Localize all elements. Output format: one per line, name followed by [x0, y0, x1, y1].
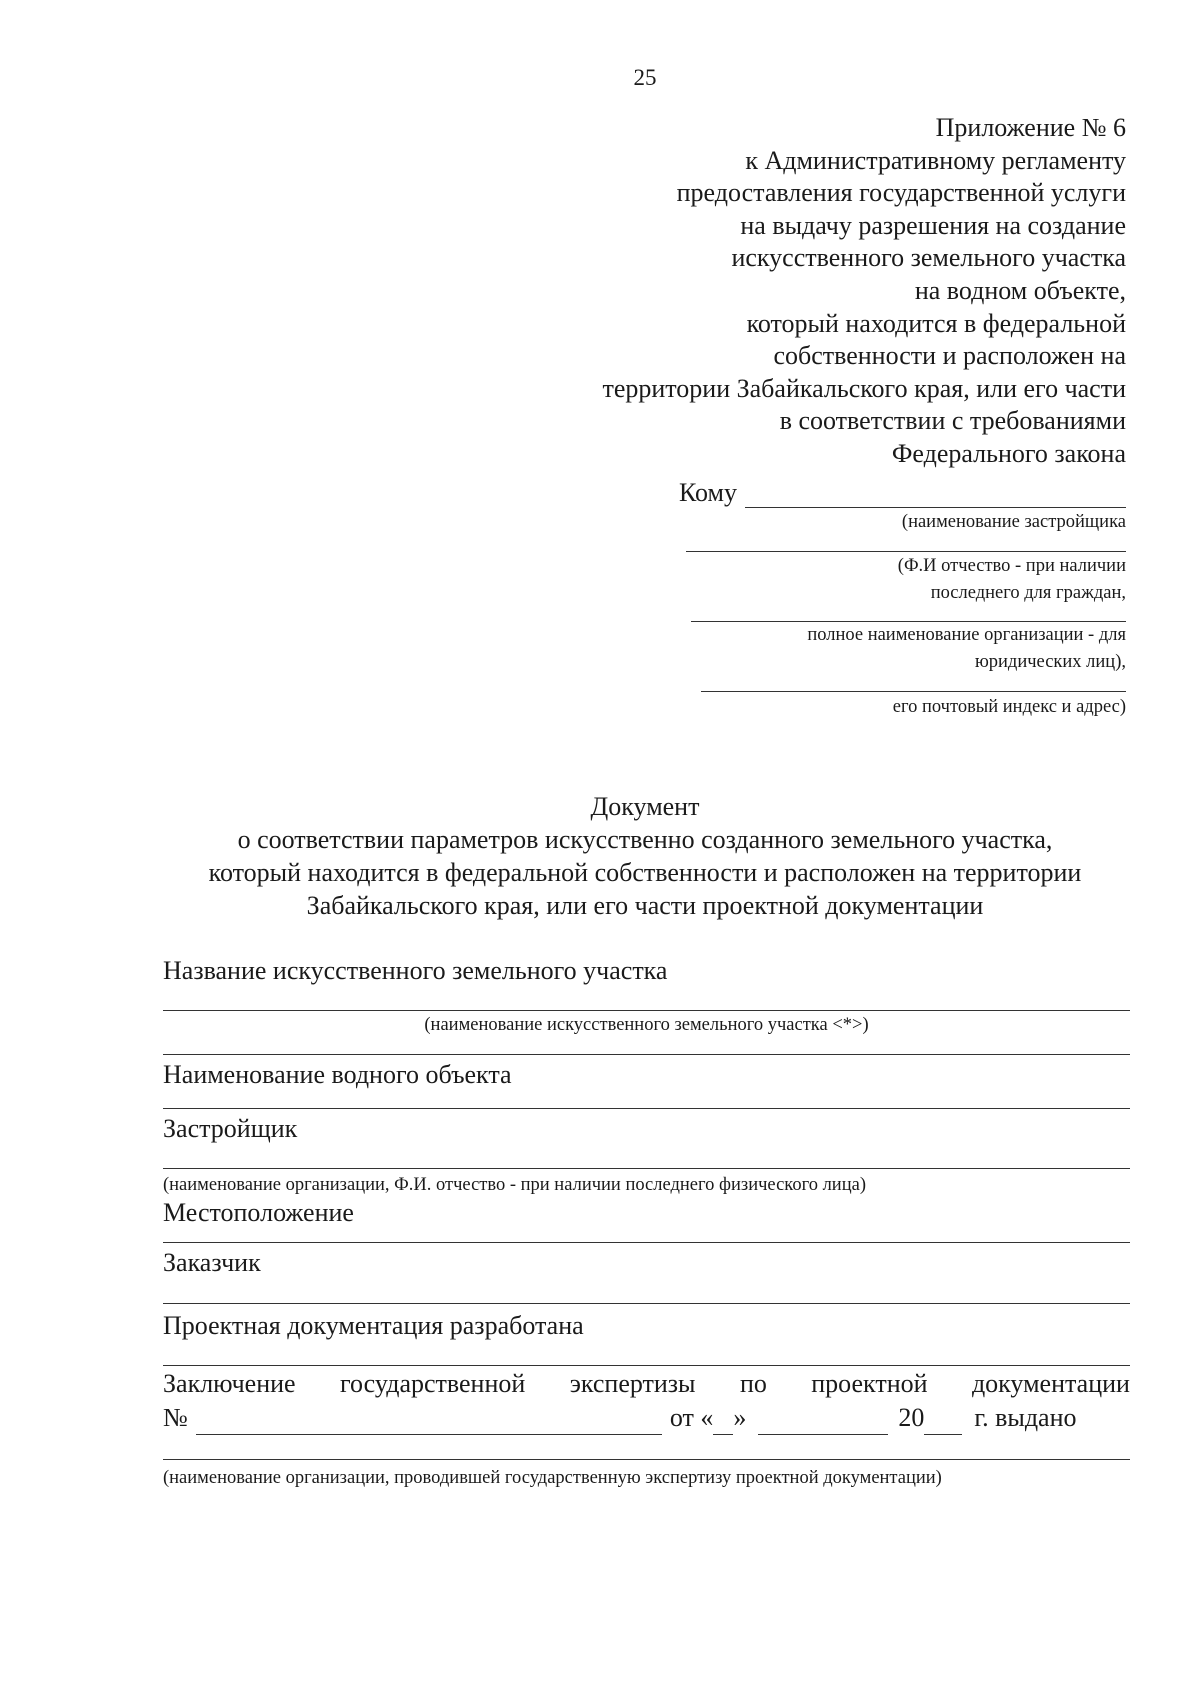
page-number: 25 [633, 65, 657, 90]
expertise-word: государственной [340, 1369, 526, 1398]
year-prefix: 20 [898, 1403, 925, 1432]
document-title-line: Документ [590, 792, 700, 821]
expertise-word: по [739, 1369, 767, 1398]
expertise-row [163, 1367, 1130, 1401]
appendix-line: в соответствии с требованиями [779, 406, 1126, 436]
addressee-caption: (Ф.И отчество - при наличии [897, 556, 1126, 576]
appendix-line: на выдачу разрешения на создание [740, 210, 1126, 240]
to-row [526, 478, 1126, 508]
year-field[interactable] [924, 1408, 962, 1435]
customer-field[interactable] [163, 1303, 1130, 1304]
plot-name-field[interactable] [163, 1010, 1130, 1011]
developer-field[interactable] [163, 1168, 1130, 1169]
addressee-caption: его почтовый индекс и адрес) [892, 697, 1126, 717]
expertise-caption: (наименование организации, проводившей государственную экспертизу проектной документации) [163, 1468, 942, 1488]
addressee-caption: последнего для граждан, [930, 583, 1126, 603]
addressee-caption: (наименование застройщика [901, 512, 1126, 532]
appendix-line: предоставления государственной услуги [676, 178, 1126, 208]
expertise-word: документации [971, 1369, 1130, 1398]
expertise-number-row [163, 1401, 1130, 1435]
addressee-line[interactable] [701, 690, 1126, 692]
document-title-line: Забайкальского края, или его части проектной документации [306, 891, 984, 920]
developer-caption: (наименование организации, Ф.И. отчество - при наличии последнего физического лица) [163, 1175, 866, 1195]
appendix-header [602, 112, 1126, 471]
plot-name-caption: (наименование искусственного земельного участка <*>) [424, 1015, 869, 1035]
addressee-block [526, 478, 1126, 721]
appendix-line: искусственного земельного участка [731, 243, 1126, 273]
customer-label: Заказчик [163, 1248, 261, 1277]
from-label: от « [669, 1403, 714, 1432]
addressee-caption: полное наименование организации - для [807, 625, 1126, 645]
document-form [163, 954, 1130, 1491]
number-sign: № [163, 1403, 188, 1432]
location-field[interactable] [163, 1242, 1130, 1243]
month-field[interactable] [758, 1408, 888, 1435]
plot-name-label: Название искусственного земельного участка [163, 956, 668, 985]
water-body-field[interactable] [163, 1108, 1130, 1109]
appendix-line: Приложение № 6 [935, 113, 1126, 142]
water-body-label: Наименование водного объекта [163, 1060, 512, 1089]
document-title-line: который находится в федеральной собственности и расположен на территории [208, 858, 1082, 887]
document-title [150, 790, 1140, 922]
appendix-line: который находится в федеральной [746, 308, 1126, 338]
addressee-name-field[interactable] [745, 481, 1126, 508]
addressee-line[interactable] [686, 550, 1126, 552]
appendix-line: Федерального закона [891, 438, 1126, 468]
expertise-word: Заключение [163, 1369, 296, 1398]
plot-name-field-2[interactable] [163, 1054, 1130, 1055]
appendix-line: собственности и расположен на [773, 341, 1126, 371]
project-docs-field[interactable] [163, 1365, 1130, 1366]
expertise-number-field[interactable] [196, 1408, 662, 1435]
appendix-line: территории Забайкальского края, или его части [602, 373, 1126, 403]
location-label: Местоположение [163, 1198, 354, 1227]
project-docs-label: Проектная документация разработана [163, 1311, 584, 1340]
addressee-caption: юридических лиц), [974, 652, 1126, 672]
expertise-org-field[interactable] [163, 1459, 1130, 1460]
document-title-line: о соответствии параметров искусственно созданного земельного участка, [237, 825, 1053, 854]
to-label: Кому [678, 478, 737, 507]
issued-label: г. выдано [974, 1403, 1077, 1432]
appendix-line: на водном объекте, [914, 275, 1126, 305]
appendix-line: к Административному регламенту [745, 145, 1126, 175]
quote-close: » [733, 1403, 747, 1432]
expertise-word: экспертизы [569, 1369, 696, 1398]
day-field[interactable] [713, 1408, 733, 1435]
expertise-word: проектной [811, 1369, 928, 1398]
developer-label: Застройщик [163, 1114, 298, 1143]
